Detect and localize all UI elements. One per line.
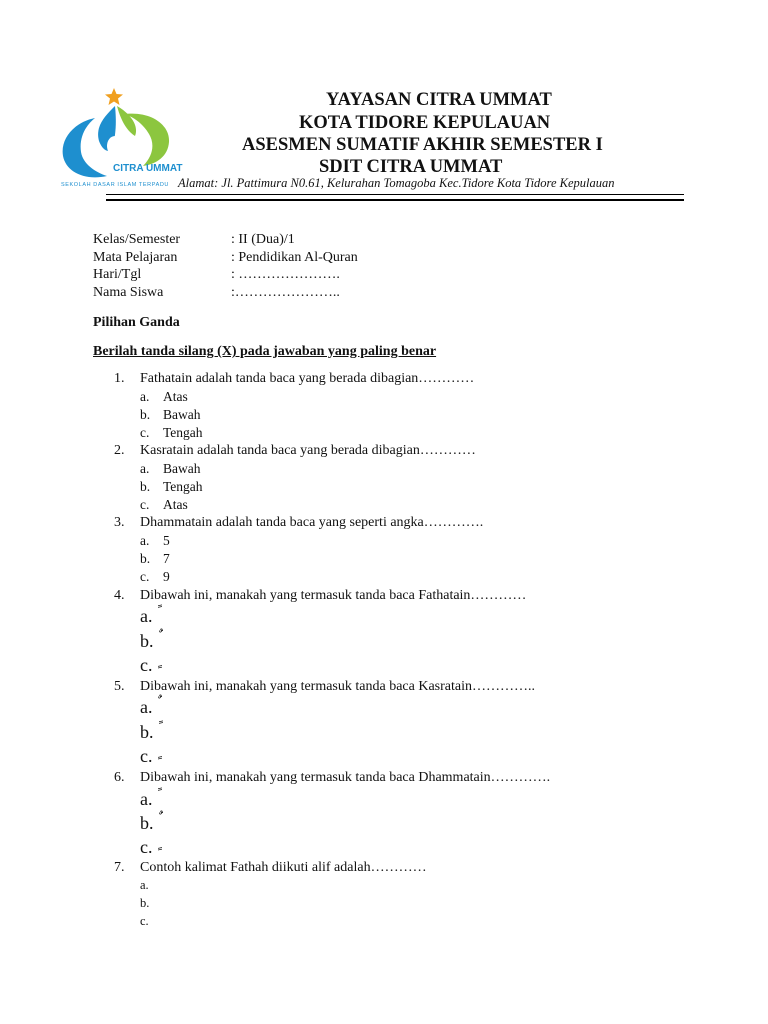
option-letter: b. xyxy=(140,896,150,910)
info-row-subject xyxy=(93,249,358,267)
question-5 xyxy=(114,679,535,695)
option[interactable] xyxy=(140,878,163,893)
option-letter: a. xyxy=(140,606,153,626)
logo-tagline-text: SEKOLAH DASAR ISLAM TERPADU xyxy=(61,182,169,188)
section-title: Pilihan Ganda xyxy=(93,315,180,330)
question-number: 4. xyxy=(114,588,125,603)
option-text: Bawah xyxy=(163,407,201,422)
option-letter: c. xyxy=(140,425,150,440)
question-4 xyxy=(114,588,526,604)
option-letter: a. xyxy=(140,878,149,892)
option[interactable] xyxy=(140,746,157,767)
info-value: :………………….. xyxy=(231,284,340,300)
option-letter: c. xyxy=(140,746,153,766)
header-address: Alamat: Jl. Pattimura N0.61, Kelurahan Tomagoba Kec.Tidore Kota Tidore Kepulauan xyxy=(178,176,615,190)
header-exam-title: ASESMEN SUMATIF AKHIR SEMESTER I xyxy=(242,135,603,155)
option[interactable] xyxy=(140,461,201,477)
option-letter: c. xyxy=(140,914,149,928)
logo-brand-text: CITRA UMMAT xyxy=(113,163,183,174)
question-number: 7. xyxy=(114,860,125,875)
student-info xyxy=(93,231,358,301)
info-row-name xyxy=(93,284,358,302)
question-text: Kasratain adalah tanda baca yang berada dibagian………… xyxy=(140,443,476,458)
option[interactable] xyxy=(140,896,163,911)
option-letter: a. xyxy=(140,461,150,476)
question-text: Dibawah ini, manakah yang termasuk tanda baca Fathatain………… xyxy=(140,588,527,603)
question-text: Fathatain adalah tanda baca yang berada dibagian………… xyxy=(140,371,475,386)
question-text: Dibawah ini, manakah yang termasuk tanda baca Dhammatain…………. xyxy=(140,770,551,785)
option-text: Tengah xyxy=(163,425,203,440)
question-text: Contoh kalimat Fathah diikuti alif adalah………… xyxy=(140,860,427,875)
option-letter: a. xyxy=(140,789,153,809)
option[interactable] xyxy=(140,479,203,495)
citra-ummat-logo-icon xyxy=(55,86,185,196)
question-text: Dhammatain adalah tanda baca yang seperti angka…………. xyxy=(140,515,484,530)
option-text: Atas xyxy=(163,389,188,404)
option-text: Bawah xyxy=(163,461,201,476)
option[interactable] xyxy=(140,407,201,423)
option[interactable] xyxy=(140,569,170,585)
header-foundation: YAYASAN CITRA UMMAT xyxy=(326,90,552,110)
info-label: Kelas/Semester xyxy=(93,232,181,247)
option[interactable] xyxy=(140,914,163,929)
header-city: KOTA TIDORE KEPULAUAN xyxy=(299,113,551,133)
question-1 xyxy=(114,371,474,387)
option-letter: a. xyxy=(140,697,153,717)
question-7 xyxy=(114,860,427,876)
info-label: Nama Siswa xyxy=(93,284,164,300)
info-value: : Pendidikan Al-Quran xyxy=(231,249,358,265)
option-letter: a. xyxy=(140,533,150,548)
question-number: 6. xyxy=(114,770,125,785)
info-label: Hari/Tgl xyxy=(93,267,142,282)
header-divider-thick xyxy=(106,199,684,201)
option-text: 5 xyxy=(163,533,170,548)
option[interactable] xyxy=(140,655,157,676)
question-number: 3. xyxy=(114,515,125,530)
header-school: SDIT CITRA UMMAT xyxy=(319,157,503,177)
question-6 xyxy=(114,770,550,786)
option-letter: a. xyxy=(140,389,150,404)
question-number: 5. xyxy=(114,679,125,694)
option[interactable] xyxy=(140,533,170,549)
option[interactable] xyxy=(140,551,170,567)
option[interactable] xyxy=(140,425,203,441)
option[interactable] xyxy=(140,722,158,743)
option[interactable] xyxy=(140,837,157,858)
option[interactable] xyxy=(140,697,157,718)
question-text: Dibawah ini, manakah yang termasuk tanda baca Kasratain………….. xyxy=(140,679,535,694)
option-text: Tengah xyxy=(163,479,203,494)
question-number: 2. xyxy=(114,443,125,458)
option-letter: b. xyxy=(140,479,151,494)
option-letter: b. xyxy=(140,813,154,833)
info-label: Mata Pelajaran xyxy=(93,249,178,265)
option[interactable] xyxy=(140,606,157,627)
option-letter: c. xyxy=(140,837,153,857)
info-value: : II (Dua)/1 xyxy=(231,232,295,247)
option-letter: c. xyxy=(140,497,150,512)
header-divider-thin xyxy=(106,194,684,195)
option[interactable] xyxy=(140,631,158,652)
option-text: 7 xyxy=(163,551,170,566)
option-letter: b. xyxy=(140,407,151,422)
option[interactable] xyxy=(140,789,157,810)
option[interactable] xyxy=(140,389,188,405)
option-text: Atas xyxy=(163,497,188,512)
question-2 xyxy=(114,443,476,459)
option-letter: c. xyxy=(140,655,153,675)
question-number: 1. xyxy=(114,371,125,386)
info-row-date xyxy=(93,266,358,284)
option-letter: b. xyxy=(140,631,154,651)
instruction-text: Berilah tanda silang (X) pada jawaban yang paling benar xyxy=(93,344,437,359)
school-logo xyxy=(55,86,185,196)
option-text: 9 xyxy=(163,569,170,584)
info-row-class xyxy=(93,231,358,249)
option-letter: c. xyxy=(140,569,150,584)
option[interactable] xyxy=(140,497,188,513)
info-value: : …………………. xyxy=(231,267,340,282)
option-letter: b. xyxy=(140,722,154,742)
option[interactable] xyxy=(140,813,158,834)
question-3 xyxy=(114,515,483,531)
option-letter: b. xyxy=(140,551,151,566)
